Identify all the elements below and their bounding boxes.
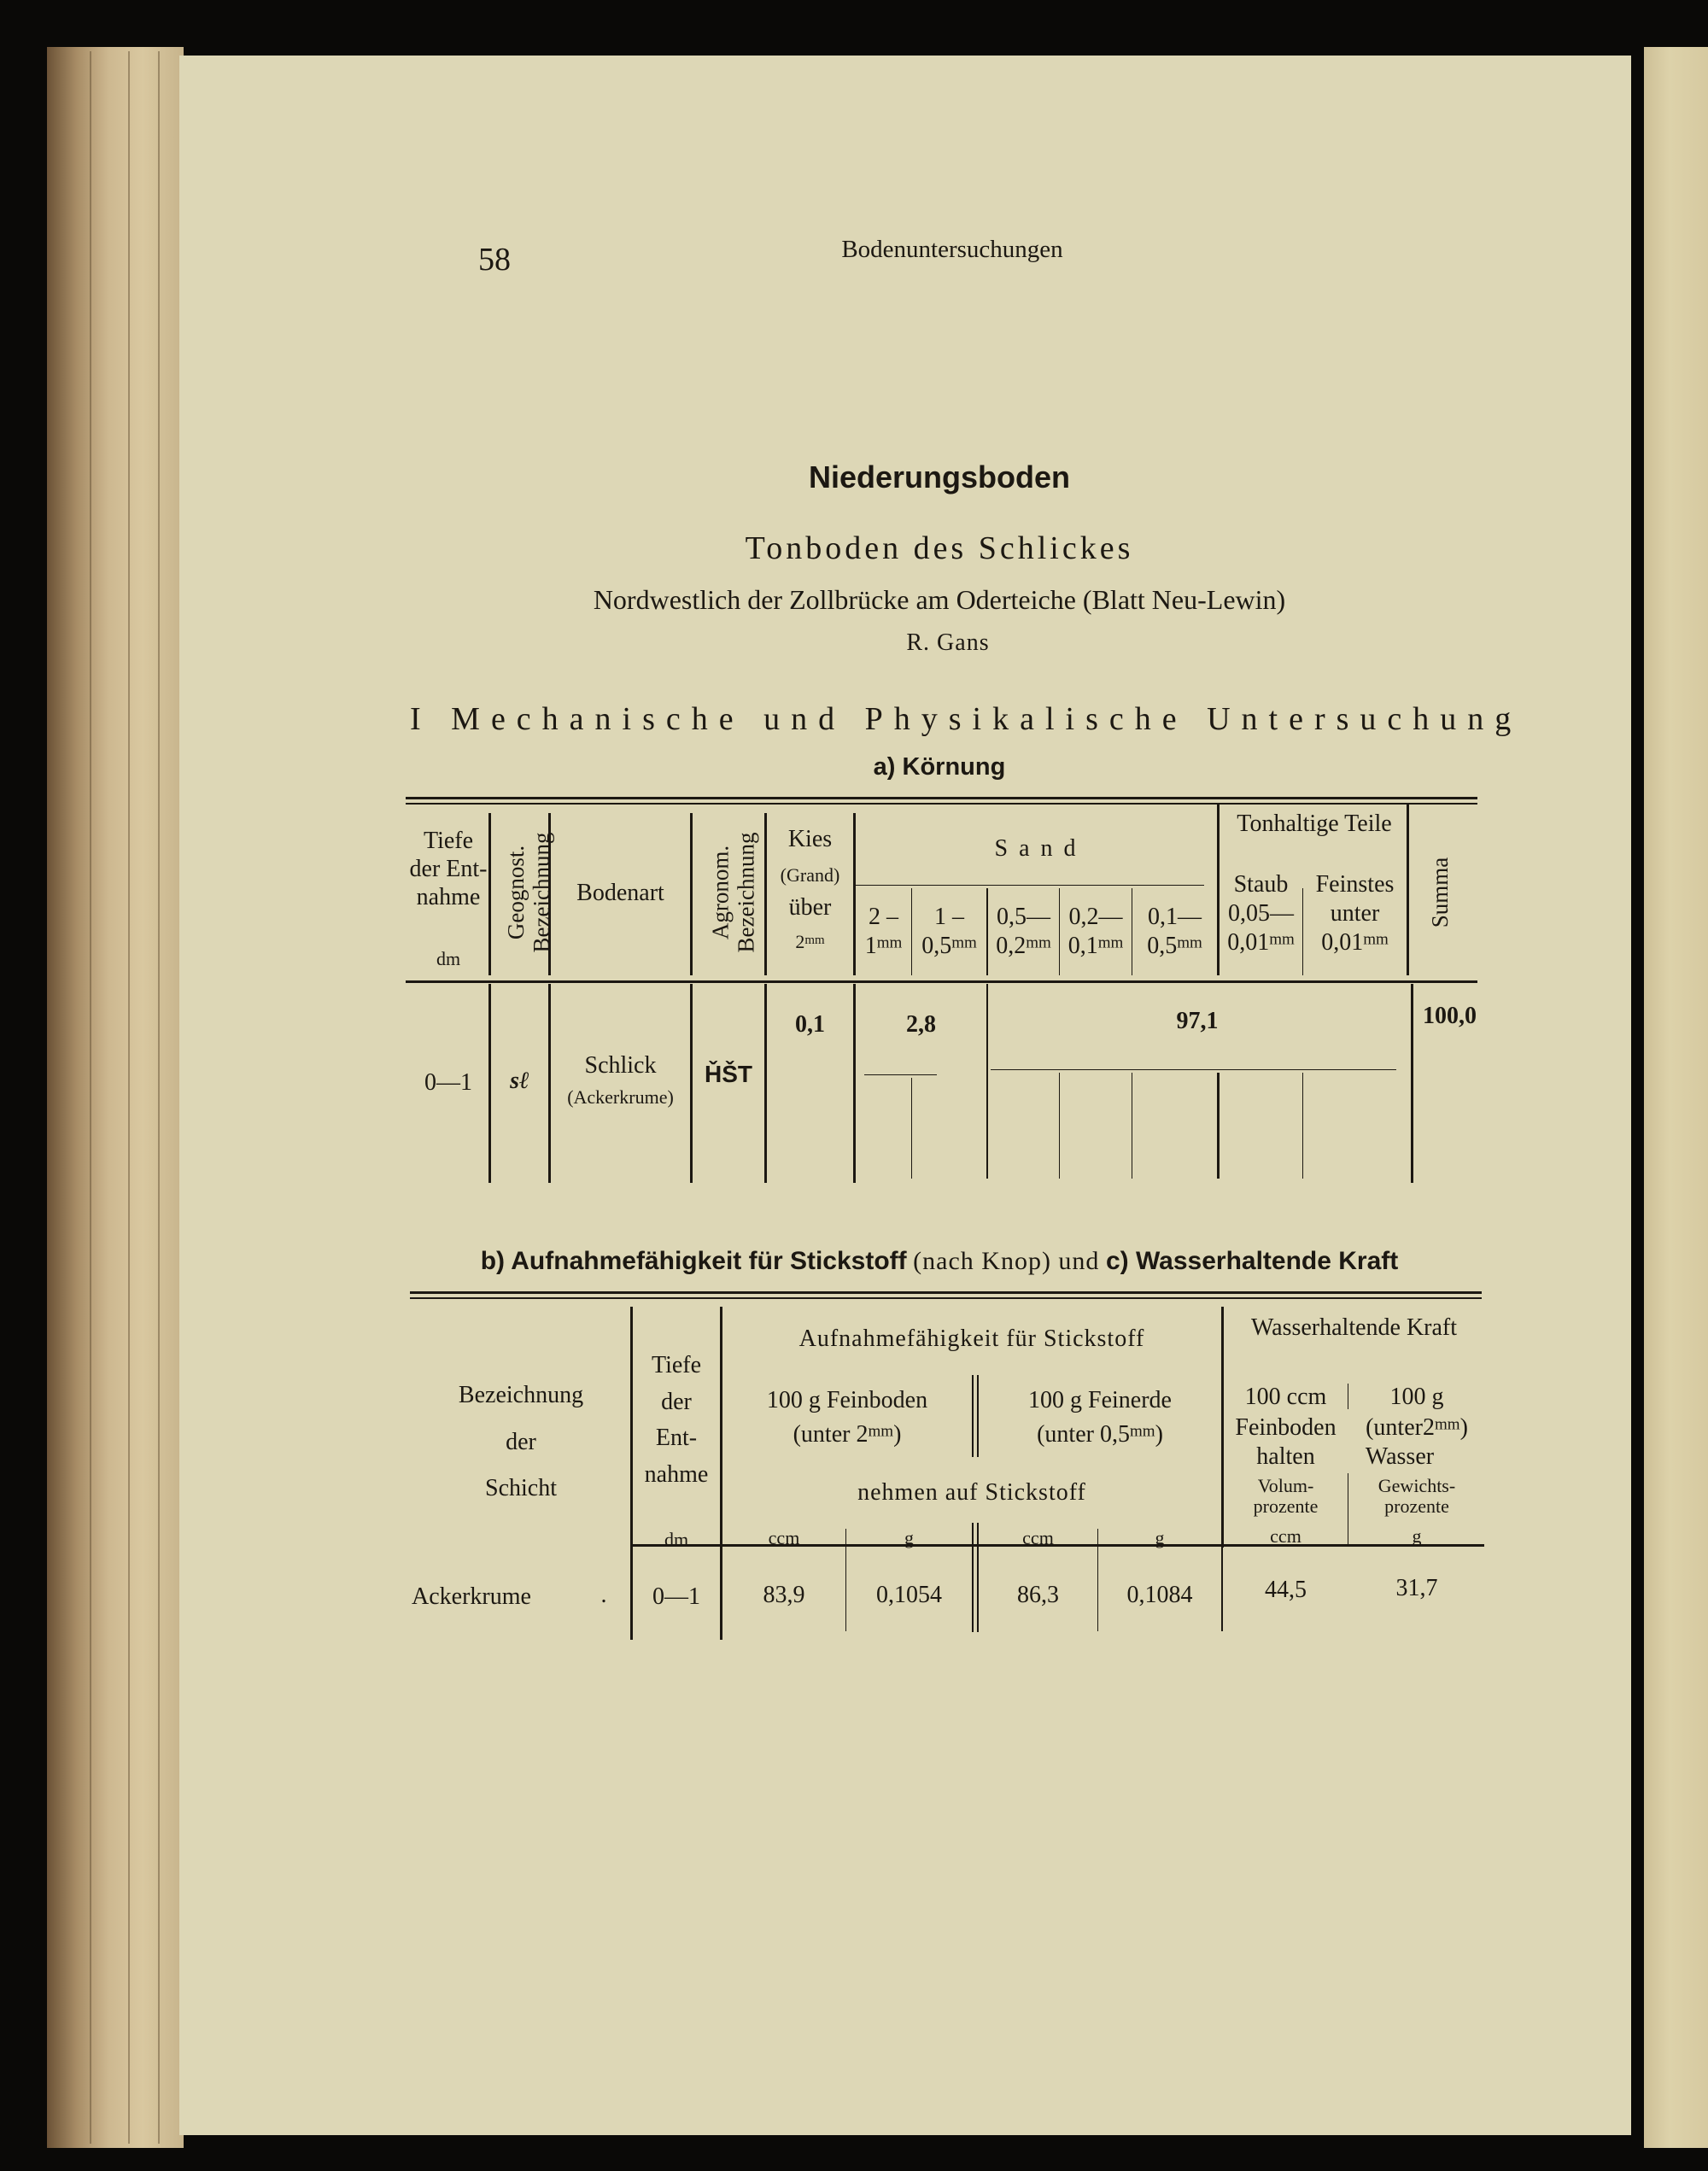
table-rule [410, 1297, 1482, 1299]
header-bodenart: Bodenart [576, 880, 664, 906]
row-fine-sum: 97,1 [1176, 1008, 1219, 1034]
page-title: Niederungsboden [808, 459, 1071, 494]
row-sand-coarse: 2,8 [906, 1011, 936, 1038]
unit-ccm-3: ccm [1270, 1525, 1301, 1547]
header-feinstes-size: $0,01^{mm}$ [1321, 929, 1389, 956]
location-line: Nordwestlich der Zollbrücke am Oderteiche (Blatt Neu-Lewin) [593, 584, 1286, 615]
sand-col-4-bottom: $0,1^{mm}$ [1068, 933, 1124, 959]
header-tiefe-unit: dm [436, 948, 461, 969]
header-kies-size: $2^{mm}$ [795, 931, 825, 952]
running-head: Bodenuntersuchungen [841, 236, 1063, 263]
header-feinboden-sub: (unter $2^{mm}$) [793, 1421, 902, 1448]
book-page-edges-left [47, 47, 184, 2148]
header-feinboden: 100 g Feinboden [766, 1387, 928, 1413]
sand-col-1-top: 2 – [869, 904, 898, 930]
header-feinerde-sub: (unter $0,5^{mm}$) [1037, 1421, 1163, 1448]
header-kies-ueber: über [788, 894, 832, 921]
table-b-heading [384, 1247, 1494, 1276]
header-feinerde: 100 g Feinerde [1028, 1387, 1172, 1413]
page-edge-line [158, 51, 160, 2144]
row-bodenart: Schlick [584, 1052, 657, 1079]
table-a-title: a) Körnung [873, 753, 1006, 781]
header-volumprozente: Volum- prozente [1253, 1475, 1319, 1518]
row-b-v6: 31,7 [1395, 1575, 1438, 1601]
column-rule [911, 888, 912, 975]
sand-col-2-top: 1 – [934, 904, 964, 930]
column-rule [1059, 1073, 1060, 1179]
row-b-v3: 86,3 [1017, 1582, 1059, 1608]
header-nehmen: nehmen auf Stickstoff [857, 1479, 1086, 1506]
header-feinstes-range: unter [1330, 900, 1380, 927]
header-bezeichnung: Bezeichnung der Schicht [458, 1382, 584, 1502]
row-b-tiefe: 0—1 [652, 1583, 700, 1610]
row-agronom: ȞŠT [705, 1061, 752, 1087]
unit-ccm-2: ccm [1022, 1527, 1054, 1548]
column-rule [911, 1078, 912, 1179]
unit-ccm-1: ccm [768, 1527, 800, 1548]
column-rule [1221, 1548, 1223, 1631]
column-rule [690, 813, 693, 975]
heading-b-label: b) Aufnahmefähigkeit für Stickstoff [480, 1247, 907, 1275]
sand-col-3-bottom: $0,2^{mm}$ [996, 933, 1051, 959]
header-agronom-bezeichnung: Bezeichnung [733, 832, 759, 953]
sand-col-4-top: 0,2— [1068, 904, 1123, 930]
column-rule [1217, 1073, 1220, 1179]
heading-knop: (nach Knop) und [913, 1247, 1100, 1275]
page-edge-line [128, 51, 130, 2144]
header-feinstes: Feinstes [1315, 871, 1395, 898]
row-b-name: Ackerkrume [412, 1583, 531, 1610]
book-page [179, 56, 1631, 2135]
header-tiefe-b: Tiefe der Ent- nahme [644, 1352, 709, 1488]
column-rule [972, 1375, 974, 1457]
unit-g-1: g [904, 1527, 914, 1548]
column-rule [972, 1523, 974, 1632]
column-rule [488, 813, 491, 975]
row-summa: 100,0 [1423, 1003, 1477, 1029]
header-tiefe: Tiefe der Ent-nahme [409, 828, 488, 911]
author: R. Gans [906, 629, 990, 656]
header-kies-grand: (Grand) [780, 864, 840, 886]
header-staub-size: $0,01^{mm}$ [1227, 929, 1295, 956]
table-rule [410, 1291, 1482, 1294]
header-geognost: Geognost. [503, 845, 529, 940]
row-geognost: sℓ [510, 1068, 529, 1094]
table-rule [991, 1069, 1396, 1070]
header-staub-range: 0,05— [1228, 900, 1294, 927]
sand-col-5-top: 0,1— [1148, 904, 1202, 930]
header-summa: Summa [1427, 857, 1453, 928]
header-feinboden-w: Feinboden [1235, 1414, 1337, 1441]
header-geognost-bezeichnung: Bezeichnung [529, 832, 554, 953]
header-unter2: $(unter2^{mm})$ [1366, 1414, 1468, 1441]
column-rule [1059, 888, 1060, 975]
table-rule [406, 980, 1477, 983]
header-gewichtsprozente: Gewichts- prozente [1378, 1475, 1456, 1518]
column-rule [986, 888, 988, 975]
column-rule [548, 984, 551, 1183]
book-page-edge-right [1644, 47, 1708, 2148]
header-wasser-word: Wasser [1365, 1443, 1435, 1470]
sand-col-2-bottom: $0,5^{mm}$ [921, 933, 977, 959]
row-b-v1: 83,9 [763, 1582, 805, 1608]
header-100g: 100 g [1389, 1384, 1444, 1410]
sand-col-1-bottom: $1^{mm}$ [864, 933, 903, 959]
header-aufnahme: Aufnahmefähigkeit für Stickstoff [798, 1325, 1145, 1352]
unit-g-2: g [1155, 1527, 1165, 1548]
header-sand: S a n d [994, 835, 1079, 862]
sand-col-3-top: 0,5— [997, 904, 1050, 930]
table-rule [864, 1074, 937, 1075]
row-tiefe: 0—1 [424, 1069, 472, 1096]
page-number: 58 [478, 242, 511, 278]
header-staub: Staub [1233, 871, 1289, 898]
header-tiefe-b-unit: dm [664, 1529, 689, 1550]
column-rule [1302, 1073, 1303, 1179]
sand-col-5-bottom: $0,5^{mm}$ [1147, 933, 1202, 959]
page-edge-line [90, 51, 91, 2144]
table-rule [856, 885, 1204, 886]
row-b-v4: 0,1084 [1126, 1582, 1193, 1608]
row-kies: 0,1 [795, 1011, 825, 1038]
heading-c-label: c) Wasserhaltende Kraft [1105, 1247, 1399, 1275]
subtitle: Tonboden des Schlickes [745, 530, 1134, 566]
header-100ccm: 100 ccm [1244, 1384, 1327, 1410]
header-agronom: Agronom. [707, 845, 734, 940]
section-heading: I Mechanische und Physikalische Untersuchung [410, 701, 1523, 737]
header-halten: halten [1256, 1443, 1315, 1470]
table-rule [406, 797, 1477, 799]
header-wasser: Wasserhaltende Kraft [1250, 1314, 1458, 1341]
header-kies: Kies [787, 826, 833, 852]
row-b-v2: 0,1054 [876, 1582, 942, 1608]
header-tonhaltige: Tonhaltige Teile [1237, 810, 1392, 837]
table-rule [406, 803, 1477, 805]
row-b-v5: 44,5 [1265, 1577, 1307, 1603]
row-bodenart-sub: (Ackerkrume) [567, 1086, 674, 1108]
row-b-dot: . [600, 1582, 607, 1608]
unit-g-3: g [1412, 1525, 1422, 1547]
